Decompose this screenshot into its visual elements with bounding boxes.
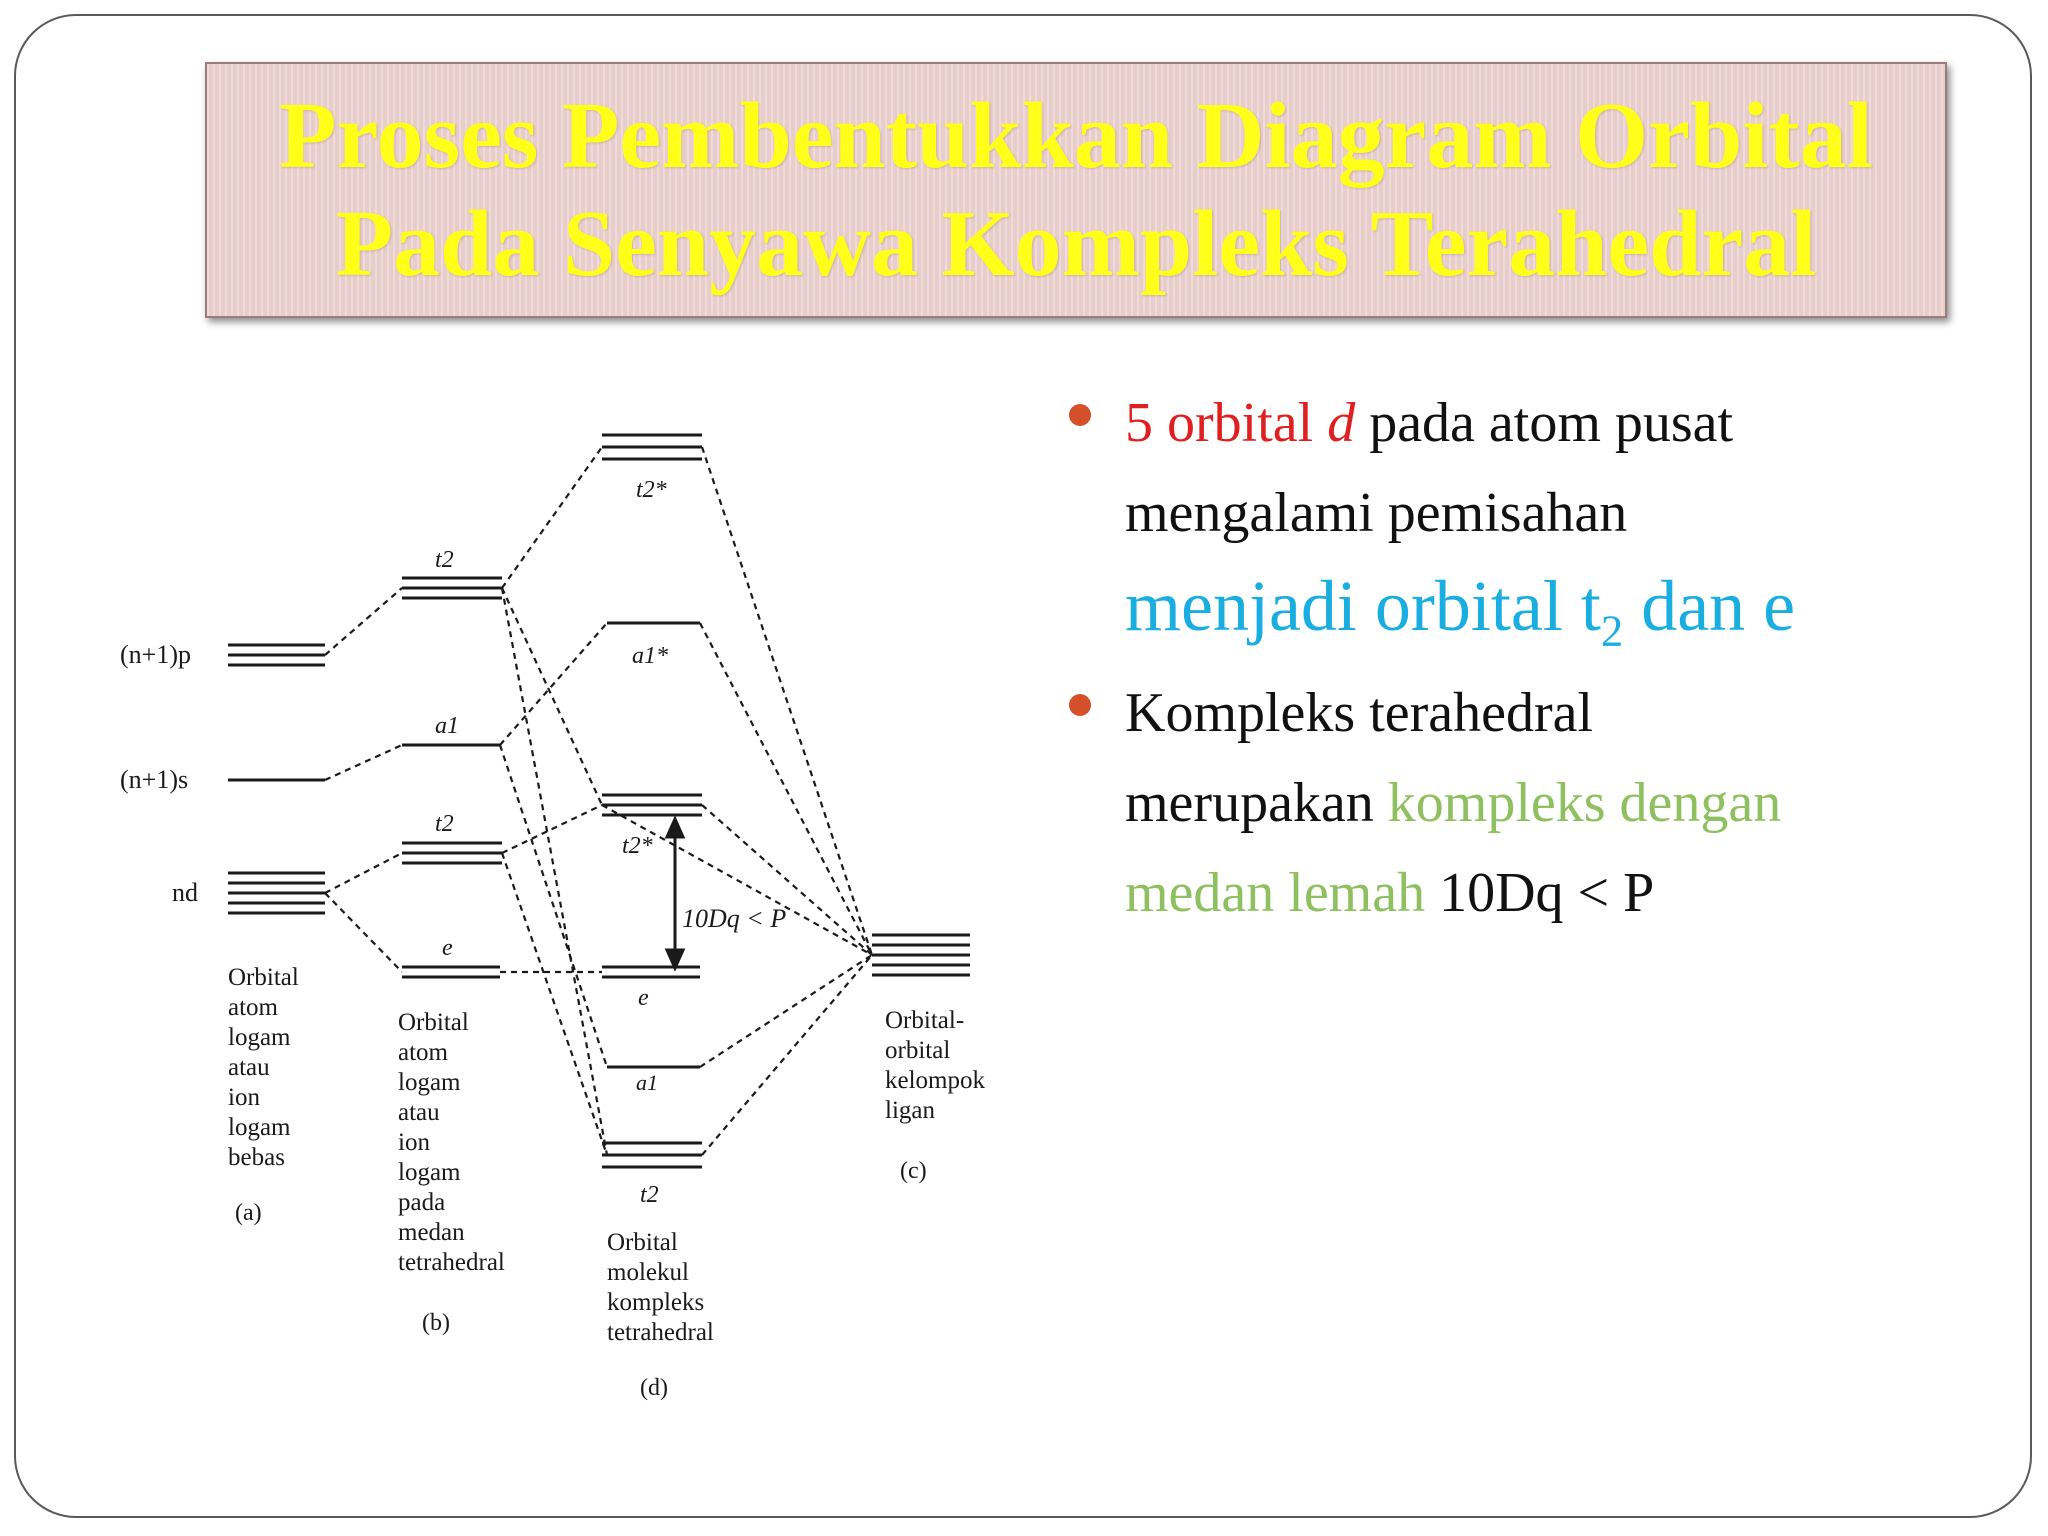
level-d-t2-star-mid bbox=[602, 795, 702, 815]
label-b-a1: a1 bbox=[435, 713, 459, 739]
title-line-2: Pada Senyawa Kompleks Terahedral bbox=[335, 192, 1817, 296]
level-a-nd bbox=[228, 873, 325, 913]
svg-text:atom: atom bbox=[228, 994, 278, 1021]
bullet-item-2 bbox=[1065, 668, 2025, 938]
label-ns: (n+1)s bbox=[120, 765, 189, 794]
caption-a bbox=[228, 964, 299, 1226]
svg-text:tetrahedral: tetrahedral bbox=[398, 1249, 505, 1276]
bullet-2-line-1: Kompleks terahedral bbox=[1125, 682, 1594, 744]
caption-b bbox=[398, 1009, 505, 1336]
svg-text:tetrahedral: tetrahedral bbox=[607, 1319, 714, 1346]
svg-text:ion: ion bbox=[228, 1084, 260, 1111]
svg-text:(a): (a) bbox=[235, 1200, 262, 1226]
bullet-2-line-3: medan lemah 10Dq < P bbox=[1125, 862, 1655, 924]
label-d-a1-star: a1* bbox=[632, 643, 668, 669]
bullet-dot-icon bbox=[1069, 694, 1091, 716]
label-d-a1: a1 bbox=[636, 1070, 658, 1095]
gap-arrow bbox=[667, 819, 683, 968]
svg-text:(b): (b) bbox=[422, 1310, 450, 1336]
svg-text:medan: medan bbox=[398, 1219, 465, 1246]
caption-d bbox=[607, 1229, 714, 1401]
bullet-1-line-2: mengalami pemisahan bbox=[1125, 482, 1628, 544]
label-b-t2-mid: t2 bbox=[435, 811, 454, 837]
label-d-t2-bottom: t2 bbox=[640, 1182, 659, 1208]
orbital-diagram bbox=[110, 405, 1045, 1420]
level-a-np bbox=[228, 645, 325, 665]
svg-text:atom: atom bbox=[398, 1039, 448, 1066]
bullet-1-line-3: menjadi orbital $t_2$ dan e bbox=[1125, 566, 1796, 656]
svg-text:Orbital: Orbital bbox=[607, 1229, 678, 1256]
svg-text:(d): (d) bbox=[640, 1375, 668, 1401]
svg-text:orbital: orbital bbox=[885, 1037, 951, 1064]
label-b-t2-top: t2 bbox=[435, 547, 454, 573]
label-d-t2-star-mid: t2* bbox=[622, 833, 653, 859]
slide-title bbox=[205, 62, 1947, 318]
label-nd: nd bbox=[172, 878, 198, 907]
level-d-t2-star-top bbox=[602, 435, 702, 459]
bullet-dot-icon bbox=[1069, 404, 1091, 426]
label-d-t2-star-top: t2* bbox=[636, 477, 667, 503]
svg-text:Orbital: Orbital bbox=[228, 964, 299, 991]
svg-text:logam: logam bbox=[398, 1069, 461, 1096]
bullet-1-line-1: 5 orbital d pada atom pusat bbox=[1125, 392, 1734, 454]
svg-text:Orbital: Orbital bbox=[398, 1009, 469, 1036]
svg-text:(c): (c) bbox=[900, 1158, 927, 1184]
level-c-ligand bbox=[872, 935, 970, 975]
svg-text:bebas: bebas bbox=[228, 1144, 285, 1171]
svg-text:pada: pada bbox=[398, 1189, 446, 1216]
level-d-t2-bottom bbox=[602, 1143, 702, 1167]
svg-text:atau: atau bbox=[228, 1054, 270, 1081]
svg-text:Orbital-: Orbital- bbox=[885, 1007, 965, 1034]
bullet-item-1 bbox=[1065, 378, 2025, 654]
caption-c bbox=[885, 1007, 985, 1184]
level-d-e bbox=[602, 967, 700, 977]
svg-text:kompleks: kompleks bbox=[607, 1289, 705, 1316]
bullet-list bbox=[1065, 378, 2025, 938]
svg-text:kelompok: kelompok bbox=[885, 1067, 985, 1094]
label-b-e: e bbox=[442, 935, 453, 961]
svg-text:molekul: molekul bbox=[607, 1259, 689, 1286]
label-np: (n+1)p bbox=[120, 640, 191, 669]
svg-text:ligan: ligan bbox=[885, 1097, 935, 1124]
svg-text:logam: logam bbox=[398, 1159, 461, 1186]
title-line-1: Proses Pembentukkan Diagram Orbital bbox=[279, 84, 1873, 188]
svg-text:logam: logam bbox=[228, 1114, 291, 1141]
level-b-t2-top bbox=[402, 578, 502, 598]
label-gap: 10Dq < P bbox=[682, 904, 787, 933]
bullet-2-line-2: merupakan kompleks dengan bbox=[1125, 772, 1782, 834]
level-b-e bbox=[402, 967, 500, 977]
svg-text:ion: ion bbox=[398, 1129, 430, 1156]
level-b-t2-mid bbox=[402, 843, 502, 863]
svg-text:logam: logam bbox=[228, 1024, 291, 1051]
svg-text:atau: atau bbox=[398, 1099, 440, 1126]
label-d-e: e bbox=[638, 985, 649, 1011]
